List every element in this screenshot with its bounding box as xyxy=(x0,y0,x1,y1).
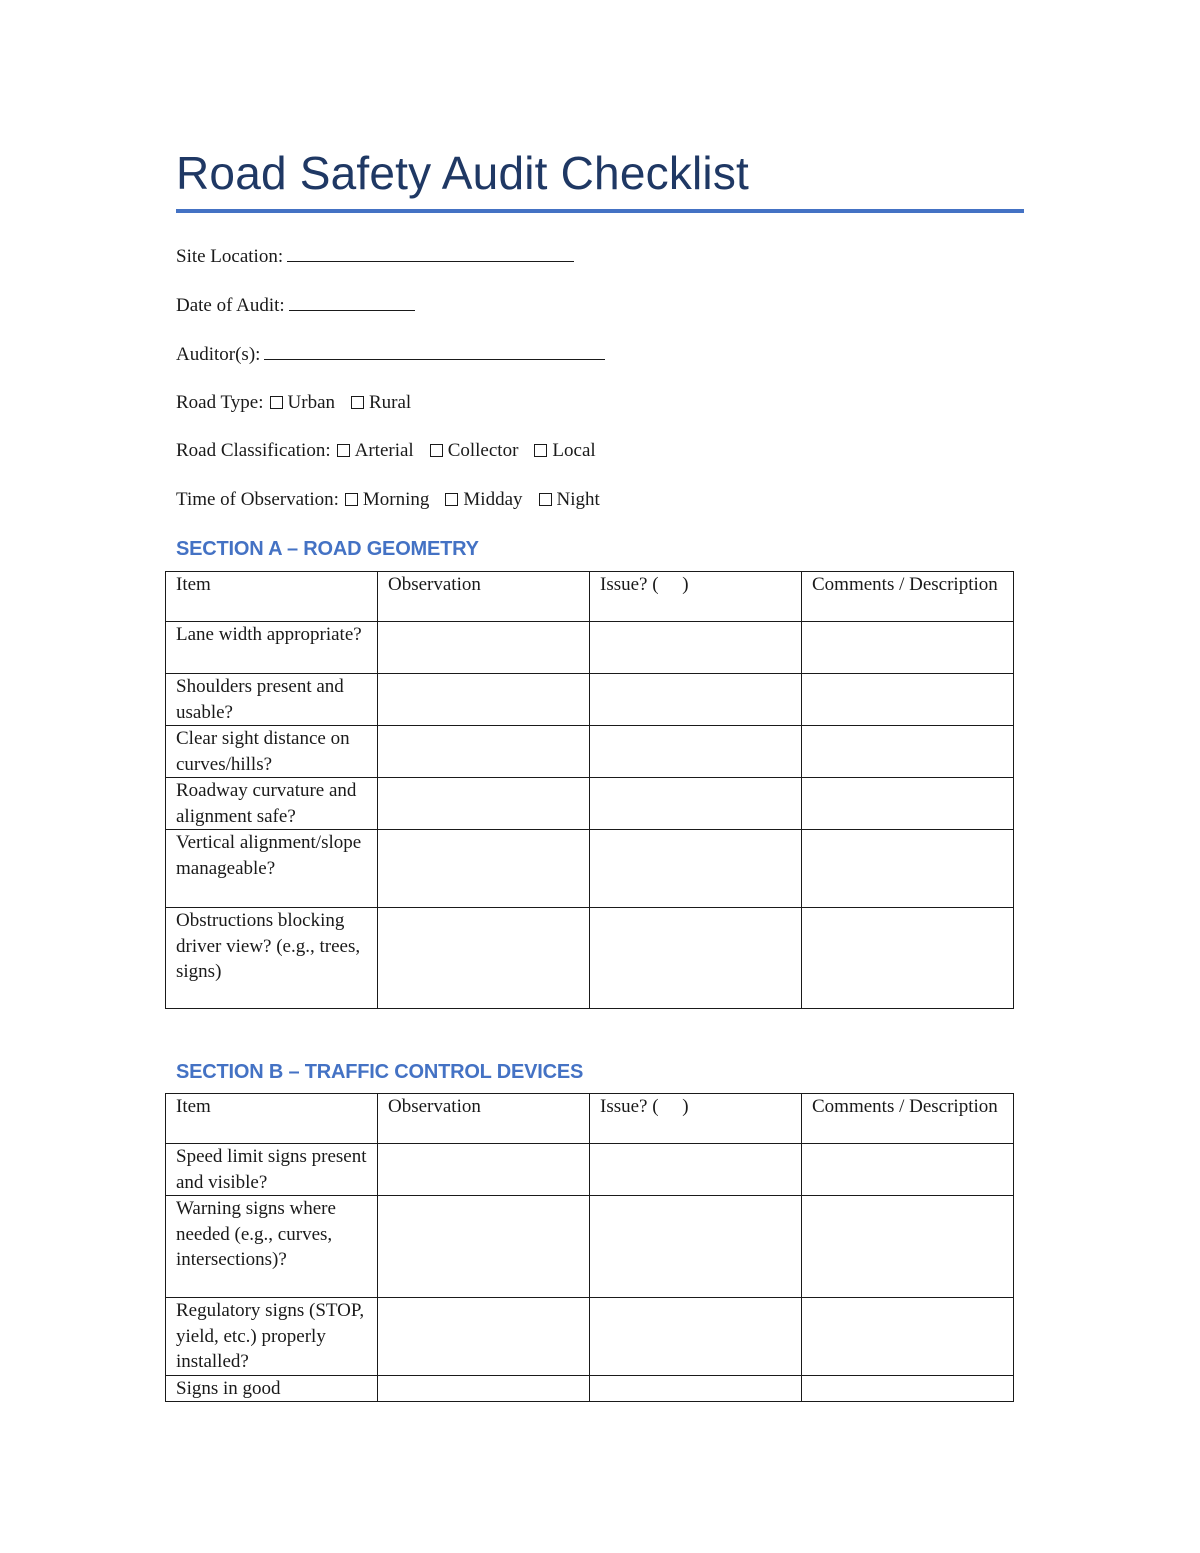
checkbox-local[interactable] xyxy=(534,444,547,457)
observation-cell[interactable] xyxy=(378,1375,590,1402)
table-row xyxy=(166,1375,1014,1402)
table-row xyxy=(166,830,1014,908)
checkbox-morning[interactable] xyxy=(345,493,358,506)
row-item-label: Vertical alignment/slope manageable? xyxy=(166,830,378,908)
table-header-row xyxy=(166,1094,1014,1144)
observation-cell[interactable] xyxy=(378,622,590,674)
row-item-label: Regulatory signs (STOP, yield, etc.) properly installed? xyxy=(166,1298,378,1376)
checkbox-collector[interactable] xyxy=(430,444,443,457)
comments-cell[interactable] xyxy=(802,778,1014,830)
row-item-label: Lane width appropriate? xyxy=(166,622,378,674)
issue-cell[interactable] xyxy=(590,1298,802,1376)
issue-cell[interactable] xyxy=(590,1144,802,1196)
row-item-label: Shoulders present and usable? xyxy=(166,674,378,726)
observation-cell[interactable] xyxy=(378,1196,590,1298)
site-location-input-line[interactable] xyxy=(287,244,574,262)
table-row xyxy=(166,1144,1014,1196)
row-item-label: Speed limit signs present and visible? xyxy=(166,1144,378,1196)
comments-cell[interactable] xyxy=(802,1196,1014,1298)
checkbox-midday[interactable] xyxy=(445,493,458,506)
header-item: Item xyxy=(166,1094,378,1144)
table-row xyxy=(166,622,1014,674)
site-location-label: Site Location: xyxy=(176,246,284,267)
section-a-heading: SECTION A – ROAD GEOMETRY xyxy=(176,538,479,560)
header-observation: Observation xyxy=(378,572,590,622)
section-a-table xyxy=(165,571,1014,1009)
checkbox-urban[interactable] xyxy=(270,396,283,409)
comments-cell[interactable] xyxy=(802,1375,1014,1402)
comments-cell[interactable] xyxy=(802,908,1014,1009)
road-type-field xyxy=(176,391,421,415)
date-of-audit-field xyxy=(176,293,415,318)
header-observation: Observation xyxy=(378,1094,590,1144)
row-item-label: Clear sight distance on curves/hills? xyxy=(166,726,378,778)
observation-cell[interactable] xyxy=(378,1298,590,1376)
table-row xyxy=(166,1298,1014,1376)
road-classification-label: Road Classification: xyxy=(176,440,331,461)
section-b-heading: SECTION B – TRAFFIC CONTROL DEVICES xyxy=(176,1061,584,1083)
checkbox-rural[interactable] xyxy=(351,396,364,409)
auditors-field xyxy=(176,342,605,367)
auditors-input-line[interactable] xyxy=(264,342,605,360)
option-night-label: Night xyxy=(556,489,600,510)
observation-cell[interactable] xyxy=(378,908,590,1009)
header-issue: Issue? ( ) xyxy=(590,572,802,622)
table-row xyxy=(166,674,1014,726)
comments-cell[interactable] xyxy=(802,674,1014,726)
issue-cell[interactable] xyxy=(590,908,802,1009)
issue-cell[interactable] xyxy=(590,674,802,726)
header-comments: Comments / Description xyxy=(802,572,1014,622)
header-comments: Comments / Description xyxy=(802,1094,1014,1144)
comments-cell[interactable] xyxy=(802,622,1014,674)
option-urban-label: Urban xyxy=(287,392,335,413)
option-arterial-label: Arterial xyxy=(354,440,414,461)
option-local-label: Local xyxy=(552,440,596,461)
row-item-label: Obstructions blocking driver view? (e.g., trees, signs) xyxy=(166,908,378,1009)
time-of-observation-label: Time of Observation: xyxy=(176,489,339,510)
row-item-label: Roadway curvature and alignment safe? xyxy=(166,778,378,830)
comments-cell[interactable] xyxy=(802,830,1014,908)
observation-cell[interactable] xyxy=(378,1144,590,1196)
header-item: Item xyxy=(166,572,378,622)
time-of-observation-field xyxy=(176,488,610,512)
observation-cell[interactable] xyxy=(378,674,590,726)
comments-cell[interactable] xyxy=(802,1298,1014,1376)
option-midday-label: Midday xyxy=(463,489,523,510)
section-b-table xyxy=(165,1093,1014,1402)
observation-cell[interactable] xyxy=(378,726,590,778)
issue-cell[interactable] xyxy=(590,778,802,830)
comments-cell[interactable] xyxy=(802,1144,1014,1196)
comments-cell[interactable] xyxy=(802,726,1014,778)
document-title: Road Safety Audit Checklist xyxy=(176,147,750,199)
option-morning-label: Morning xyxy=(362,489,430,510)
table-header-row xyxy=(166,572,1014,622)
site-location-field xyxy=(176,244,574,269)
header-issue: Issue? ( ) xyxy=(590,1094,802,1144)
checkbox-night[interactable] xyxy=(539,493,552,506)
date-of-audit-input-line[interactable] xyxy=(289,293,415,311)
issue-cell[interactable] xyxy=(590,1375,802,1402)
table-row xyxy=(166,726,1014,778)
issue-cell[interactable] xyxy=(590,726,802,778)
checkbox-arterial[interactable] xyxy=(337,444,350,457)
table-row xyxy=(166,778,1014,830)
issue-cell[interactable] xyxy=(590,830,802,908)
issue-cell[interactable] xyxy=(590,1196,802,1298)
option-rural-label: Rural xyxy=(369,392,412,413)
observation-cell[interactable] xyxy=(378,778,590,830)
road-classification-field xyxy=(176,439,606,463)
date-of-audit-label: Date of Audit: xyxy=(176,295,285,316)
auditors-label: Auditor(s): xyxy=(176,344,261,365)
issue-cell[interactable] xyxy=(590,622,802,674)
observation-cell[interactable] xyxy=(378,830,590,908)
title-underline xyxy=(176,209,1024,213)
option-collector-label: Collector xyxy=(447,440,519,461)
row-item-label: Warning signs where needed (e.g., curves, intersections)? xyxy=(166,1196,378,1298)
table-row xyxy=(166,1196,1014,1298)
table-row xyxy=(166,908,1014,1009)
road-type-label: Road Type: xyxy=(176,392,264,413)
row-item-label: Signs in good xyxy=(166,1375,378,1402)
